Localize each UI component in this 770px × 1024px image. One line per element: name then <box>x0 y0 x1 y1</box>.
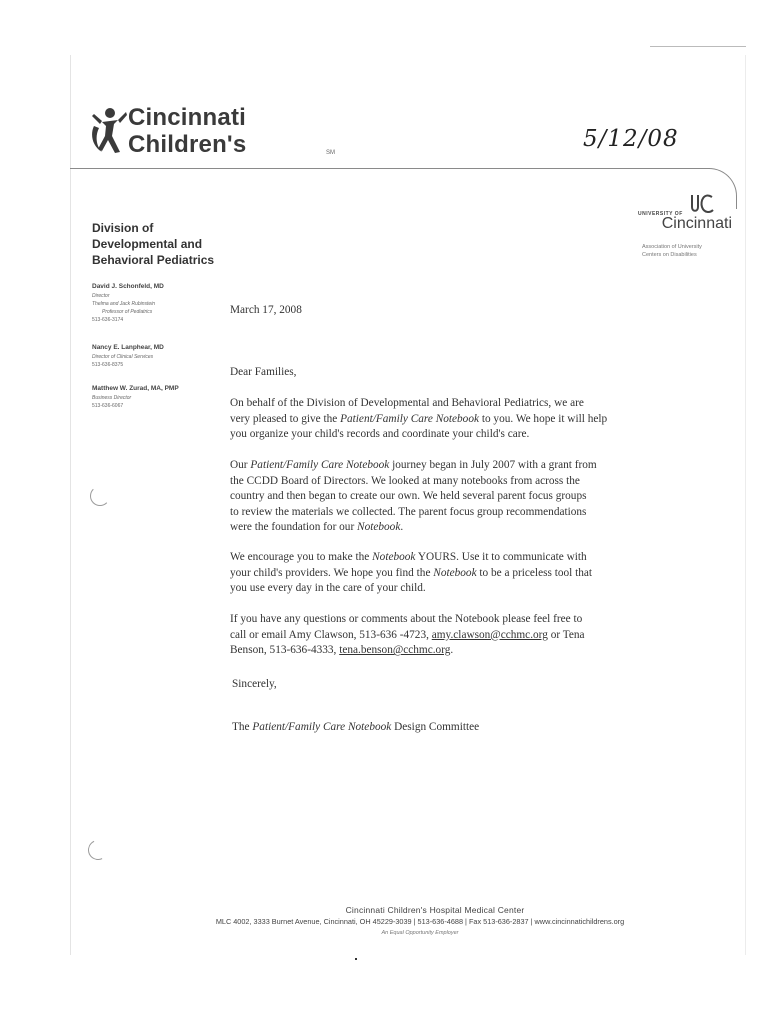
uc-association: Association of University Centers on Disabilities <box>642 244 702 258</box>
paragraph-3: We encourage you to make the Notebook YOURS. Use it to communicate with your child's providers. We hope you find the Notebook to be a priceless tool that you use every day in the care of your child. <box>230 551 593 595</box>
childrens-figure-icon <box>88 106 128 158</box>
letter-date: March 17, 2008 <box>230 304 302 316</box>
signature: The Patient/Family Care Notebook Design Committee <box>232 721 480 733</box>
email-link-amy[interactable]: amy.clawson@cchmc.org <box>431 628 548 641</box>
email-link-tena[interactable]: tena.benson@cchmc.org <box>339 644 451 657</box>
page-edge <box>70 55 71 955</box>
letterhead-footer <box>100 904 740 936</box>
logo-text-line2: Children's <box>128 131 247 158</box>
cincinnati-childrens-logo <box>88 104 335 160</box>
staff-entry: Matthew W. Zurad, MA, PMP Business Director 513-636-6067 <box>92 385 179 409</box>
page-edge <box>745 55 746 955</box>
staff-entry: Nancy E. Lanphear, MD Director of Clinical Services 513-636-8375 <box>92 344 164 368</box>
division-name: Division of Developmental and Behavioral Pediatrics <box>92 221 215 267</box>
salutation: Dear Families, <box>230 366 297 378</box>
footer-eoe: An Equal Opportunity Employer <box>381 930 459 936</box>
logo-text-line1: Cincinnati <box>128 104 247 131</box>
uc-small-label: UNIVERSITY OF <box>638 211 683 217</box>
scan-line <box>650 46 746 47</box>
service-mark: SM <box>326 150 335 156</box>
paragraph-2: Our Patient/Family Care Notebook journey began in July 2007 with a grant from the CCDD Board of Directors. We looked at many notebooks from across the country and then began to create our own. We held several parent focus groups to review the materials we collected. The parent focus group recommendations were the foundation for our Notebook. <box>230 459 597 534</box>
uc-name: Cincinnati <box>661 215 732 232</box>
punch-hole-mark <box>90 486 110 506</box>
staff-entry: David J. Schonfeld, MD Director Thelma and Jack Rubinstein Professor of Pediatrics 513-636-3174 <box>92 283 164 323</box>
header-rule <box>70 168 710 169</box>
punch-hole-mark <box>85 837 111 863</box>
scan-speck <box>355 958 357 960</box>
handwritten-date: 5/12/08 <box>583 126 679 152</box>
paragraph-1: On behalf of the Division of Developmental and Behavioral Pediatrics, we are very pleased to give the Patient/Family Care Notebook to you. We hope it will help you organize your child's records and coordinate your child's care. <box>230 397 608 441</box>
footer-address: MLC 4002, 3333 Burnet Avenue, Cincinnati, OH 45229-3039 | 513-636-4688 | Fax 513-636-2837 | www.cincinnatichildrens.org <box>215 917 625 926</box>
paragraph-4: If you have any questions or comments about the Notebook please feel free to call or email Amy Clawson, 513-636 -4723, amy.clawson@cchmc.org or Tena Benson, 513-636-4333, tena.benson@cchmc.org. <box>230 613 585 657</box>
footer-title: Cincinnati Children's Hospital Medical Center <box>345 905 525 915</box>
closing: Sincerely, <box>232 678 277 690</box>
university-of-cincinnati-logo <box>610 193 732 273</box>
uc-monogram-icon <box>690 193 714 215</box>
